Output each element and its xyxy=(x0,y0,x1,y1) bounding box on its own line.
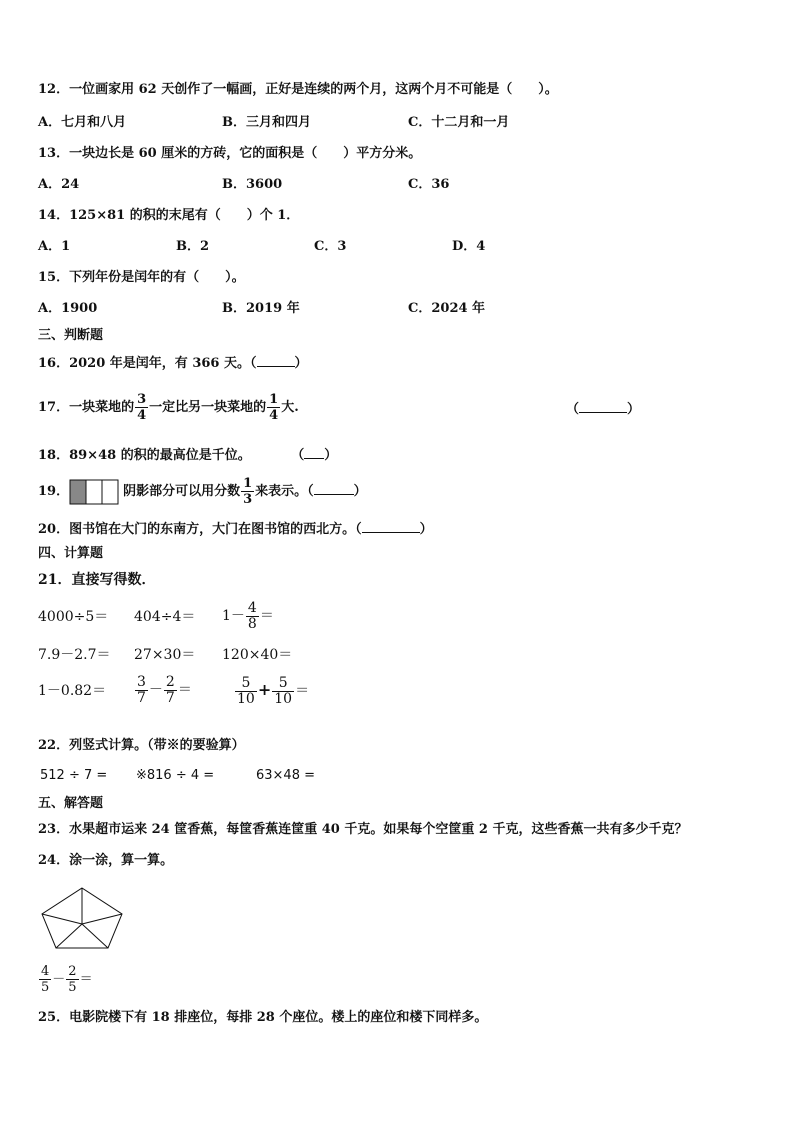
q17-pre: 17．一块菜地的 xyxy=(38,400,135,415)
calc-63-times-48: 63×48 = xyxy=(256,768,316,783)
calc-4-5-minus-2-5: $\frac{4}{5}$ － $\frac{2}{5}$ ＝ xyxy=(41,964,93,995)
q17-fraction-1: $\frac{3}{4}$ xyxy=(137,392,147,423)
q15-option-b: B．2019 年 xyxy=(222,301,300,316)
q12-option-b: B．三月和四月 xyxy=(222,115,311,130)
q16-text: 16．2020 年是闰年，有 366 天。（ xyxy=(38,356,257,371)
q12-option-a: A．七月和八月 xyxy=(38,115,127,130)
q22-title: 22．列竖式计算。（带※的要验算） xyxy=(38,738,245,753)
q23-stem: 23．水果超市运来 24 筐香蕉，每筐香蕉连筐重 40 千克。如果每个空筐重 2 千克，这些香蕉一共有多少千克？ xyxy=(38,822,688,837)
calc-27-times-30: 27×30＝ xyxy=(134,647,196,663)
q12-option-c: C．十二月和一月 xyxy=(408,115,510,130)
shaded-rectangle-figure xyxy=(69,479,121,505)
q15-option-a: A．1900 xyxy=(38,301,98,316)
q17-fraction-2: $\frac{1}{4}$ xyxy=(269,392,279,423)
q19-answer-blank[interactable] xyxy=(314,482,354,495)
q19-fraction: $\frac{1}{3}$ xyxy=(243,476,253,507)
q18-answer-blank[interactable] xyxy=(304,446,324,459)
section-5-heading: 五、解答题 xyxy=(38,796,104,811)
calc-4000-div-5: 4000÷5＝ xyxy=(38,609,109,625)
q15-stem: 15．下列年份是闰年的有（ ）。 xyxy=(38,270,245,285)
q17-answer-blank[interactable] xyxy=(579,400,627,413)
calc-5-10-plus-5-10: $\frac{5}{10}$ + $\frac{5}{10}$ ＝ xyxy=(237,674,310,707)
q17-post: 大. xyxy=(281,400,299,415)
q18-text: 18．89×48 的积的最高位是千位。 xyxy=(38,448,251,463)
q16-stem xyxy=(38,354,308,372)
calc-1-minus-4-8: 1－ $\frac{4}{8}$ ＝ xyxy=(222,599,274,632)
q21-title: 21．直接写得数． xyxy=(38,572,156,588)
pentagon-figure xyxy=(40,886,124,950)
q15-option-c: C．2024 年 xyxy=(408,301,486,316)
calc-816-div-4: ※816 ÷ 4 = xyxy=(136,768,215,783)
calc-7-9-minus-2-7: 7.9－2.7＝ xyxy=(38,647,111,663)
section-4-heading: 四、计算题 xyxy=(38,546,104,561)
q20-answer-blank[interactable] xyxy=(362,520,420,533)
q20-stem: 20．图书馆在大门的东南方，大门在图书馆的西北方。（ ） xyxy=(38,522,433,537)
q13-stem: 13．一块边长是 60 厘米的方砖，它的面积是（ ）平方分米。 xyxy=(38,146,422,161)
calc-404-div-4: 404÷4＝ xyxy=(134,609,196,625)
q14-option-b: B．2 xyxy=(176,239,210,254)
q13-option-b: B．3600 xyxy=(222,177,283,192)
q17-stem xyxy=(38,390,299,426)
q16-close: ） xyxy=(294,356,308,371)
q13-option-c: C．36 xyxy=(408,177,450,192)
q24-stem: 24．涂一涂，算一算。 xyxy=(38,853,174,868)
calc-3-7-minus-2-7: $\frac{3}{7}$ － $\frac{2}{7}$ ＝ xyxy=(137,673,192,706)
q14-option-c: C．3 xyxy=(314,239,347,254)
q25-stem: 25．电影院楼下有 18 排座位，每排 28 个座位。楼上的座位和楼下同样多。 xyxy=(38,1010,488,1025)
q14-stem: 14．125×81 的积的末尾有（ ）个 1． xyxy=(38,208,300,223)
calc-120-times-40: 120×40＝ xyxy=(222,647,293,663)
q14-option-d: D．4 xyxy=(452,239,486,254)
q18-stem: 18．89×48 的积的最高位是千位。 （ ） xyxy=(38,448,338,463)
q17-mid: 一定比另一块菜地的 xyxy=(149,400,267,415)
q16-answer-blank[interactable] xyxy=(257,354,295,367)
q12-stem: 12．一位画家用 62 天创作了一幅画，正好是连续的两个月，这两个月不可能是（ ）。 xyxy=(38,82,558,97)
calc-1-minus-0-82: 1－0.82＝ xyxy=(38,683,107,699)
calc-512-div-7: 512 ÷ 7 = xyxy=(40,768,108,783)
q17-answer: （ ） xyxy=(566,402,641,417)
q19-stem: 19． 阴影部分可以用分数 $\frac{1}{3}$ 来表示。（ ） xyxy=(38,476,367,507)
q13-option-a: A．24 xyxy=(38,177,80,192)
q14-option-a: A．1 xyxy=(38,239,71,254)
section-3-heading: 三、判断题 xyxy=(38,328,104,343)
